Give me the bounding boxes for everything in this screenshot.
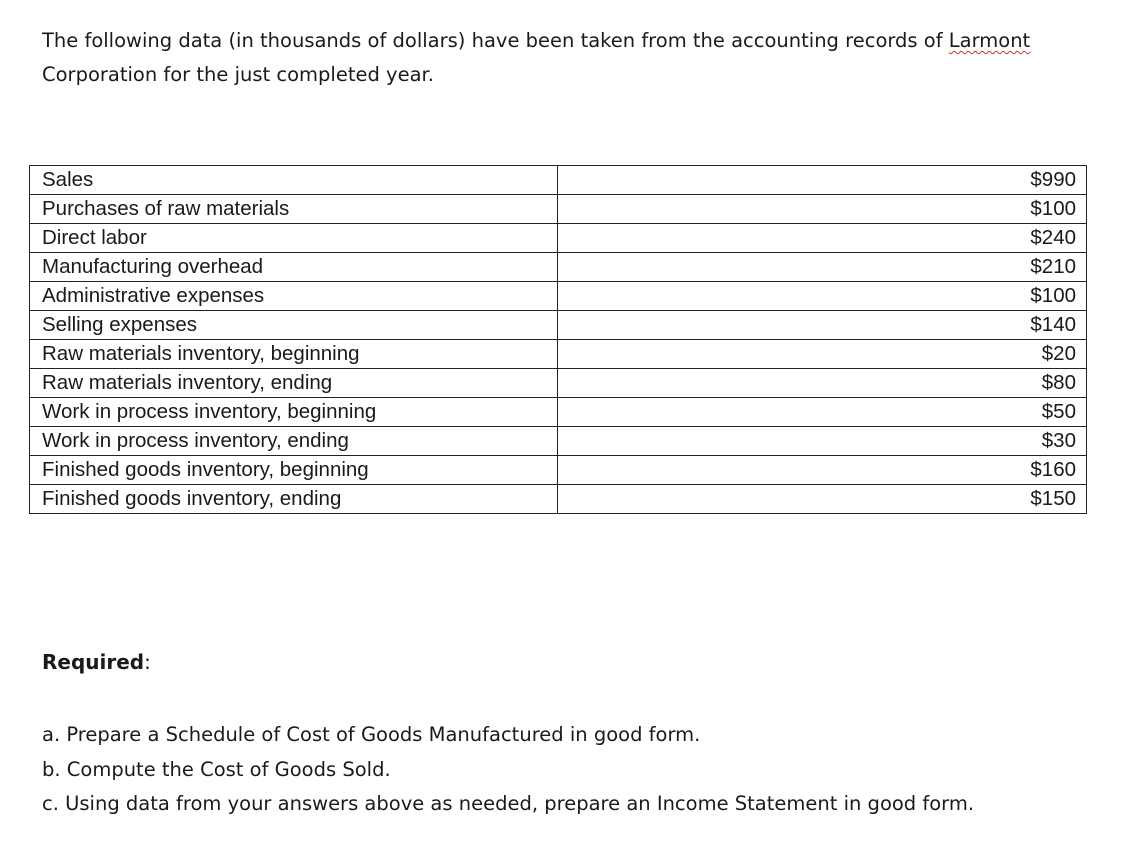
row-value: $160 [558,456,1087,485]
row-value: $100 [558,282,1087,311]
row-label: Purchases of raw materials [30,195,558,224]
row-label: Finished goods inventory, ending [30,485,558,514]
accounting-data-table [29,165,1087,514]
table-row [30,427,1087,456]
row-value: $30 [558,427,1087,456]
intro-text-start: The following data (in thousands of dollars) have been taken from the accounting records of [42,29,949,52]
row-value: $80 [558,369,1087,398]
row-label: Administrative expenses [30,282,558,311]
table-row [30,311,1087,340]
row-value: $140 [558,311,1087,340]
table-row [30,456,1087,485]
requirement-item: a. Prepare a Schedule of Cost of Goods Manufactured in good form. [42,723,701,746]
table-row [30,282,1087,311]
row-label: Raw materials inventory, ending [30,369,558,398]
row-value: $210 [558,253,1087,282]
table-row [30,166,1087,195]
table-row [30,195,1087,224]
table-row [30,224,1087,253]
requirements-list [42,718,974,822]
table-row [30,369,1087,398]
table-row [30,398,1087,427]
row-value: $50 [558,398,1087,427]
table-row [30,253,1087,282]
row-value: $100 [558,195,1087,224]
row-label: Finished goods inventory, beginning [30,456,558,485]
row-value: $150 [558,485,1087,514]
row-value: $20 [558,340,1087,369]
required-label: Required [42,650,145,674]
row-value: $240 [558,224,1087,253]
row-value: $990 [558,166,1087,195]
row-label: Direct labor [30,224,558,253]
company-name: Larmont [948,29,1031,52]
row-label: Work in process inventory, ending [30,427,558,456]
table-row [30,485,1087,514]
requirement-item: b. Compute the Cost of Goods Sold. [42,757,391,781]
required-heading [42,650,151,674]
required-colon: : [144,650,151,674]
requirement-item: c. Using data from your answers above as needed, prepare an Income Statement in good form. [42,792,975,815]
intro-paragraph [42,24,1092,92]
row-label: Sales [30,166,558,195]
row-label: Manufacturing overhead [30,253,558,282]
row-label: Raw materials inventory, beginning [30,340,558,369]
table-row [30,340,1087,369]
row-label: Selling expenses [30,311,558,340]
row-label: Work in process inventory, beginning [30,398,558,427]
intro-text-end: Corporation for the just completed year. [42,63,434,86]
